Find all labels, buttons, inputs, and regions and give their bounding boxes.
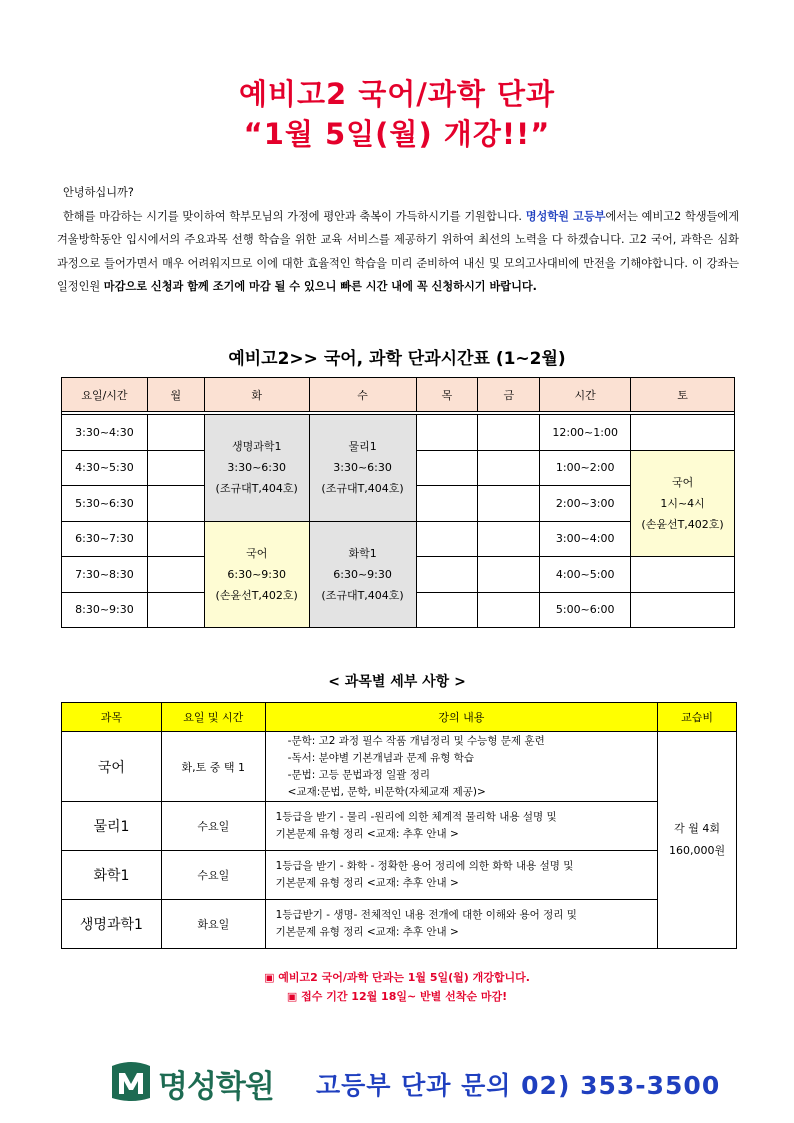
time-cell: 4:30~5:30	[62, 450, 148, 486]
time-cell: 3:30~4:30	[62, 415, 148, 451]
class-sat-korean: 국어 1시~4시 (손윤선T,402호)	[631, 450, 735, 557]
title-line-1: 예비고2 국어/과학 단과	[238, 77, 556, 111]
details-table	[61, 702, 737, 949]
empty-cell	[416, 486, 478, 522]
header-thu: 목	[416, 378, 478, 412]
time-cell: 6:30~7:30	[62, 521, 148, 557]
header-tue: 화	[204, 378, 309, 412]
details-title: < 과목별 세부 사항 >	[328, 674, 466, 690]
empty-cell	[478, 592, 540, 628]
days-cell: 수요일	[161, 851, 265, 900]
academy-logo-icon	[108, 1058, 154, 1104]
schedule-table	[61, 377, 735, 628]
academy-name: 명성학원 고등부	[525, 209, 606, 223]
header-fri: 금	[478, 378, 540, 412]
sat-time-cell: 1:00~2:00	[540, 450, 631, 486]
content-cell: 1등급을 받기 - 화학 - 정확한 용어 정리에 의한 화학 내용 설명 및 기본문제 유형 정리 <교재: 추후 안내 >	[265, 851, 657, 900]
empty-cell	[416, 415, 478, 451]
notice-opening: ▣ 예비고2 국어/과학 단과는 1월 5일(월) 개강합니다.	[264, 971, 530, 984]
sat-time-cell: 5:00~6:00	[540, 592, 631, 628]
header-days: 요일 및 시간	[161, 703, 265, 732]
empty-cell	[147, 486, 204, 522]
header-subject: 과목	[62, 703, 162, 732]
fee-cell: 각 월 4회 160,000원	[658, 732, 737, 949]
empty-cell	[478, 486, 540, 522]
intro-sentence-1: 한해를 마감하는 시기를 맞이하여 학부모님의 가정에 평안과 축복이 가득하시기를 기원합니다.	[63, 209, 522, 223]
empty-cell	[416, 521, 478, 557]
empty-cell	[147, 415, 204, 451]
header-wed: 수	[309, 378, 416, 412]
logo-text: 명성학원	[158, 1069, 274, 1105]
empty-cell	[416, 450, 478, 486]
empty-cell	[631, 415, 735, 451]
header-day-time: 요일/시간	[62, 378, 148, 412]
content-cell: -문학: 고2 과정 필수 작품 개념정리 및 수능형 문제 훈련 -독서: 분야별 기본개념과 문제 유형 학습 -문법: 고등 문법과정 일괄 정리 <교재:문법, 문학, 비문학(자체교재 제공)>	[265, 732, 657, 802]
header-time: 시간	[540, 378, 631, 412]
intro-paragraph	[57, 181, 739, 299]
content-cell: 1등급받기 - 생명- 전체적인 내용 전개에 대한 이해와 용어 정리 및 기본문제 유형 정리 <교재: 추후 안내 >	[265, 900, 657, 949]
intro-greeting: 안녕하십니까?	[63, 186, 134, 199]
empty-cell	[147, 521, 204, 557]
subject-cell: 생명과학1	[62, 900, 162, 949]
sat-time-cell: 4:00~5:00	[540, 557, 631, 593]
header-content: 강의 내용	[265, 703, 657, 732]
class-biology: 생명과학1 3:30~6:30 (조규대T,404호)	[204, 415, 309, 522]
footer	[108, 1052, 748, 1112]
empty-cell	[416, 592, 478, 628]
title-line-2: “1월 5일(월) 개강!!”	[243, 117, 551, 151]
subject-cell: 물리1	[62, 802, 162, 851]
sat-time-cell: 3:00~4:00	[540, 521, 631, 557]
class-korean: 국어 6:30~9:30 (손윤선T,402호)	[204, 521, 309, 628]
time-cell: 7:30~8:30	[62, 557, 148, 593]
days-cell: 화,토 중 택 1	[161, 732, 265, 802]
subject-cell: 화학1	[62, 851, 162, 900]
header-sat: 토	[631, 378, 735, 412]
empty-cell	[478, 521, 540, 557]
intro-sentence-2: 에서는 예비고2 학생들에게 겨울방학동안 입시에서의 주요과목 선행 학습을 위한 교육 서비스를 제공하기 위하여 최선의 노력을 다 하겠습니다. 고2 국어, 과학은 심화 과정으로 들어가면서 매우 어려워지므로 이에 대한 효율적인 학습을 미리 준비하여 내신 및 모의고사대비에 만전을 기해야합니다. 이 강좌는 일정인원	[57, 209, 740, 293]
days-cell: 수요일	[161, 802, 265, 851]
schedule-title: 예비고2>> 국어, 과학 단과시간표 (1~2월)	[228, 349, 566, 369]
empty-cell	[478, 450, 540, 486]
content-cell: 1등급을 받기 - 물리 -원리에 의한 체계적 물리학 내용 설명 및 기본문제 유형 정리 <교재: 추후 안내 >	[265, 802, 657, 851]
empty-cell	[147, 450, 204, 486]
days-cell: 화요일	[161, 900, 265, 949]
time-cell: 8:30~9:30	[62, 592, 148, 628]
intro-sentence-3: 마감으로 신청과 함께 조기에 마감 될 수 있으니 빠른 시간 내에 꼭 신청하시기 바랍니다.	[103, 280, 537, 293]
class-physics: 물리1 3:30~6:30 (조규대T,404호)	[309, 415, 416, 522]
empty-cell	[478, 557, 540, 593]
notice-registration: ▣ 접수 기간 12월 18일~ 반별 선착순 마감!	[286, 990, 508, 1003]
header-fee: 교습비	[658, 703, 737, 732]
sat-time-cell: 2:00~3:00	[540, 486, 631, 522]
empty-cell	[478, 415, 540, 451]
time-cell: 5:30~6:30	[62, 486, 148, 522]
class-chemistry: 화학1 6:30~9:30 (조규대T,404호)	[309, 521, 416, 628]
sat-time-cell: 12:00~1:00	[540, 415, 631, 451]
subject-cell: 국어	[62, 732, 162, 802]
empty-cell	[416, 557, 478, 593]
empty-cell	[147, 592, 204, 628]
header-mon: 월	[147, 378, 204, 412]
empty-cell	[631, 592, 735, 628]
empty-cell	[147, 557, 204, 593]
contact-info: 고등부 단과 문의 02) 353-3500	[316, 1071, 721, 1100]
empty-cell	[631, 557, 735, 593]
